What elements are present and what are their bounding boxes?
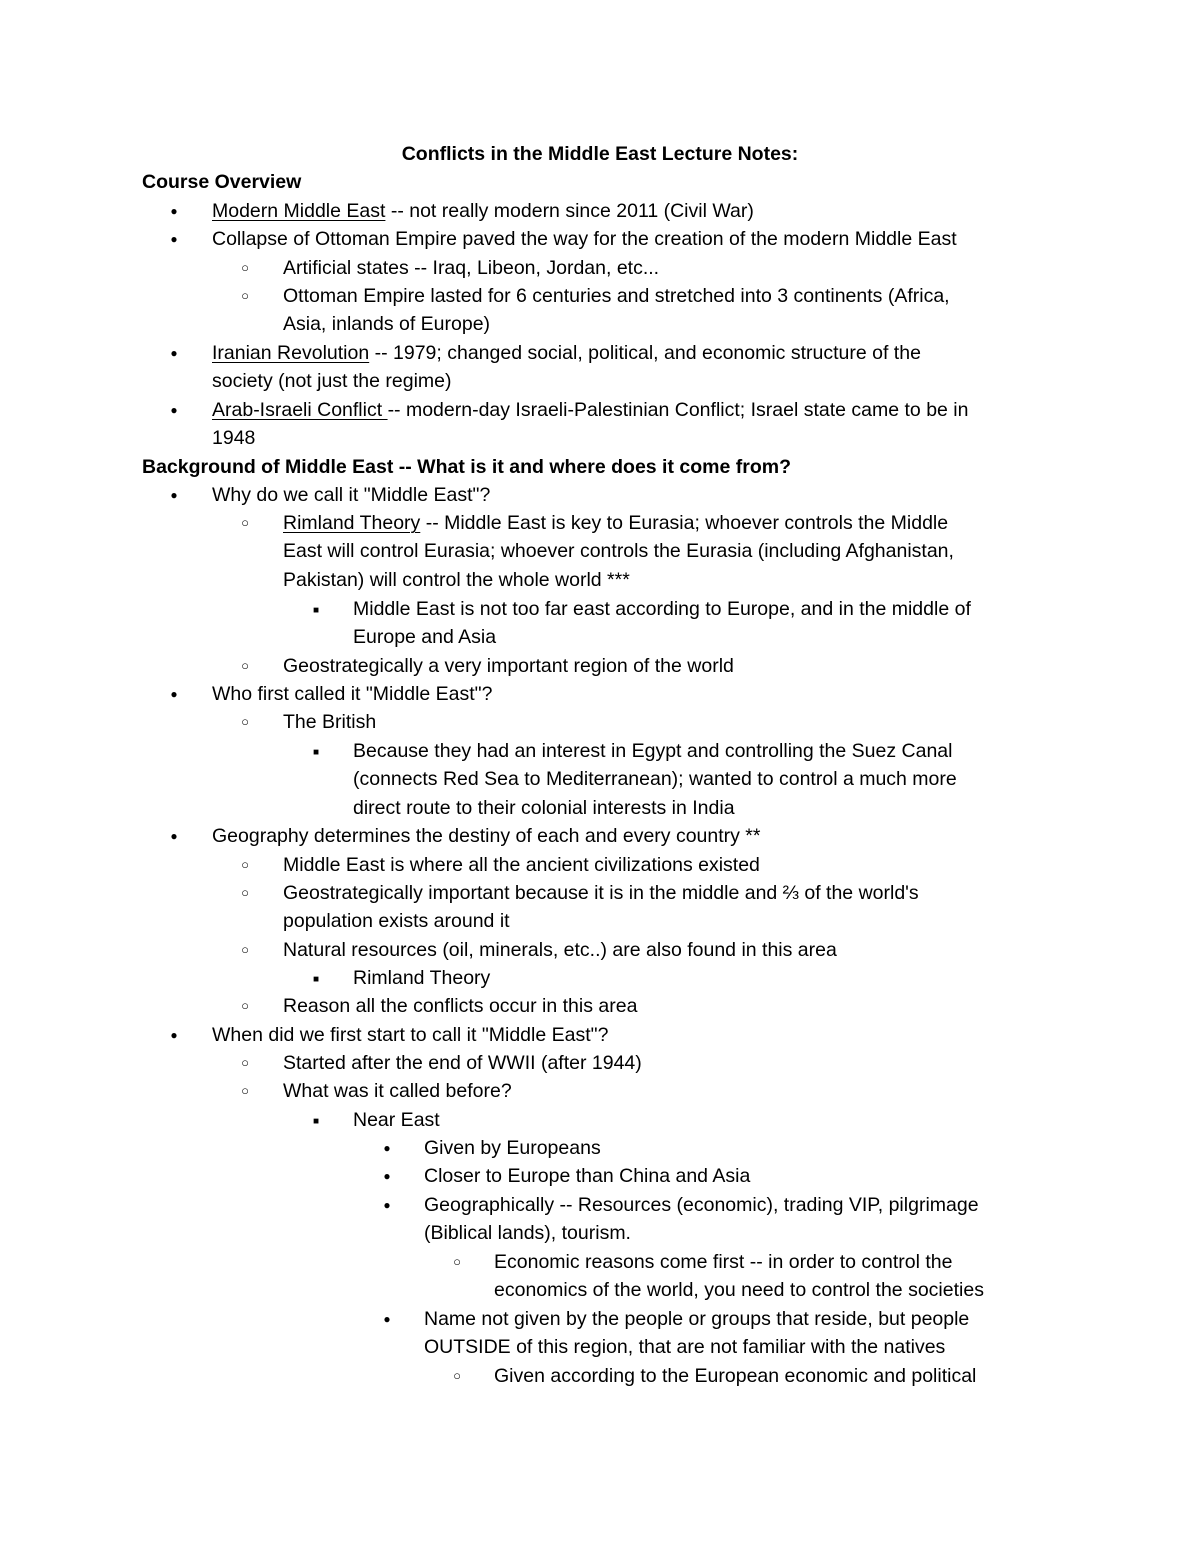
item-text: Closer to Europe than China and Asia bbox=[424, 1165, 751, 1187]
list-item-text bbox=[212, 424, 255, 452]
item-text: Geostrategically a very important region of the world bbox=[283, 655, 734, 677]
list-item-text bbox=[283, 310, 490, 338]
bullet-circle-icon bbox=[233, 708, 257, 736]
list-item-text bbox=[353, 737, 952, 765]
bullet-circle-icon bbox=[233, 851, 257, 879]
item-text: Artificial states -- Iraq, Libeon, Jordan, etc... bbox=[283, 257, 660, 279]
bullet-square-icon bbox=[304, 595, 328, 625]
list-item-text bbox=[494, 1248, 952, 1276]
underlined-term: Arab-Israeli Conflict bbox=[212, 399, 388, 421]
list-item-text bbox=[424, 1305, 969, 1333]
document-title: Conflicts in the Middle East Lecture Notes: bbox=[401, 143, 799, 165]
item-text: Economic reasons come first -- in order to control the bbox=[494, 1251, 953, 1273]
bullet-circle-icon bbox=[445, 1362, 469, 1390]
list-item-text bbox=[283, 254, 659, 282]
list-item-text bbox=[283, 566, 630, 594]
item-text: The British bbox=[283, 711, 377, 733]
bullet-disc-icon bbox=[162, 197, 186, 225]
bullet-circle-icon bbox=[445, 1248, 469, 1276]
list-item-text bbox=[283, 509, 948, 537]
list-item-text bbox=[212, 339, 921, 367]
list-item-text bbox=[212, 1021, 608, 1049]
item-text: Who first called it "Middle East"? bbox=[212, 683, 493, 705]
item-text: Ottoman Empire lasted for 6 centuries and stretched into 3 continents (Africa, bbox=[283, 285, 950, 307]
list-item-text bbox=[212, 822, 761, 850]
bullet-circle-icon bbox=[233, 282, 257, 310]
list-item-text bbox=[283, 851, 760, 879]
bullet-circle-icon bbox=[233, 1077, 257, 1105]
underlined-term: Rimland Theory bbox=[283, 512, 421, 534]
list-item-text bbox=[424, 1134, 601, 1162]
list-item-text bbox=[494, 1362, 976, 1390]
bullet-disc-icon bbox=[375, 1134, 399, 1162]
item-text: Why do we call it "Middle East"? bbox=[212, 484, 491, 506]
item-text: Geostrategically important because it is in the middle and ⅔ of the world's bbox=[283, 882, 919, 904]
bullet-circle-icon bbox=[233, 879, 257, 907]
list-item-text bbox=[283, 879, 919, 907]
list-item-text bbox=[283, 1049, 642, 1077]
bullet-disc-icon bbox=[162, 396, 186, 424]
list-item-text bbox=[283, 907, 510, 935]
list-item-text bbox=[283, 936, 837, 964]
item-text: 1948 bbox=[212, 427, 256, 449]
list-item-text bbox=[212, 680, 492, 708]
item-text: Geographically -- Resources (economic), trading VIP, pilgrimage bbox=[424, 1194, 979, 1216]
bullet-circle-icon bbox=[233, 254, 257, 282]
item-text: Given according to the European economic and political bbox=[494, 1365, 977, 1387]
item-text: -- Middle East is key to Eurasia; whoever controls the Middle bbox=[420, 512, 949, 534]
bullet-disc-icon bbox=[162, 1021, 186, 1049]
list-item-text bbox=[283, 282, 950, 310]
item-text: economics of the world, you need to control the societies bbox=[494, 1279, 984, 1301]
list-item-text bbox=[353, 623, 496, 651]
list-item-text bbox=[424, 1333, 945, 1361]
bullet-disc-icon bbox=[375, 1305, 399, 1333]
bullet-disc-icon bbox=[375, 1162, 399, 1190]
underlined-term: Iranian Revolution bbox=[212, 342, 370, 364]
item-text: Started after the end of WWII (after 1944) bbox=[283, 1052, 642, 1074]
bullet-circle-icon bbox=[233, 992, 257, 1020]
item-text: Pakistan) will control the whole world *** bbox=[283, 569, 630, 591]
item-text: What was it called before? bbox=[283, 1080, 512, 1102]
item-text: Reason all the conflicts occur in this area bbox=[283, 995, 638, 1017]
item-text: Name not given by the people or groups that reside, but people bbox=[424, 1308, 970, 1330]
item-text: Middle East is where all the ancient civilizations existed bbox=[283, 854, 760, 876]
bullet-disc-icon bbox=[375, 1191, 399, 1219]
item-text: -- not really modern since 2011 (Civil War) bbox=[385, 200, 754, 222]
list-item-text bbox=[353, 765, 957, 793]
item-text: Given by Europeans bbox=[424, 1137, 601, 1159]
list-item-text bbox=[353, 595, 971, 623]
item-text: society (not just the regime) bbox=[212, 370, 452, 392]
bullet-circle-icon bbox=[233, 509, 257, 537]
item-text: Middle East is not too far east according to Europe, and in the middle of bbox=[353, 598, 971, 620]
list-item-text bbox=[212, 225, 957, 253]
item-text: Asia, inlands of Europe) bbox=[283, 313, 491, 335]
item-text: Geography determines the destiny of each and every country ** bbox=[212, 825, 761, 847]
item-text: Europe and Asia bbox=[353, 626, 497, 648]
bullet-square-icon bbox=[304, 737, 328, 767]
item-text: Near East bbox=[353, 1109, 440, 1131]
bullet-disc-icon bbox=[162, 680, 186, 708]
bullet-disc-icon bbox=[162, 822, 186, 850]
list-item-text bbox=[283, 652, 734, 680]
item-text: Rimland Theory bbox=[353, 967, 491, 989]
list-item-text bbox=[283, 537, 954, 565]
list-item-text bbox=[283, 992, 637, 1020]
list-item-text bbox=[212, 396, 968, 424]
section-heading: Course Overview bbox=[142, 171, 302, 193]
bullet-circle-icon bbox=[233, 1049, 257, 1077]
bullet-circle-icon bbox=[233, 936, 257, 964]
bullet-square-icon bbox=[304, 1106, 328, 1136]
item-text: -- 1979; changed social, political, and economic structure of the bbox=[369, 342, 921, 364]
item-text: OUTSIDE of this region, that are not familiar with the natives bbox=[424, 1336, 946, 1358]
item-text: population exists around it bbox=[283, 910, 510, 932]
list-item-text bbox=[424, 1162, 750, 1190]
list-item-text bbox=[283, 708, 376, 736]
list-item-text bbox=[283, 1077, 512, 1105]
list-item-text bbox=[353, 1106, 440, 1134]
item-text: (connects Red Sea to Mediterranean); wanted to control a much more bbox=[353, 768, 957, 790]
list-item-text bbox=[212, 481, 490, 509]
list-item-text bbox=[353, 794, 735, 822]
item-text: When did we first start to call it "Middle East"? bbox=[212, 1024, 609, 1046]
list-item-text bbox=[353, 964, 490, 992]
item-text: -- modern-day Israeli-Palestinian Conflict; Israel state came to be in bbox=[387, 399, 969, 421]
item-text: East will control Eurasia; whoever controls the Eurasia (including Afghanistan, bbox=[283, 540, 954, 562]
list-item-text bbox=[212, 197, 754, 225]
underlined-term: Modern Middle East bbox=[212, 200, 386, 222]
section-heading: Background of Middle East -- What is it and where does it come from? bbox=[142, 456, 791, 478]
item-text: (Biblical lands), tourism. bbox=[424, 1222, 631, 1244]
bullet-disc-icon bbox=[162, 225, 186, 253]
item-text: Collapse of Ottoman Empire paved the way for the creation of the modern Middle East bbox=[212, 228, 957, 250]
item-text: direct route to their colonial interests in India bbox=[353, 797, 735, 819]
bullet-square-icon bbox=[304, 964, 328, 994]
list-item-text bbox=[424, 1191, 979, 1219]
list-item-text bbox=[494, 1276, 984, 1304]
list-item-text bbox=[212, 367, 452, 395]
bullet-circle-icon bbox=[233, 652, 257, 680]
bullet-disc-icon bbox=[162, 339, 186, 367]
list-item-text bbox=[424, 1219, 631, 1247]
item-text: Natural resources (oil, minerals, etc..) are also found in this area bbox=[283, 939, 837, 961]
bullet-disc-icon bbox=[162, 481, 186, 509]
item-text: Because they had an interest in Egypt and controlling the Suez Canal bbox=[353, 740, 953, 762]
